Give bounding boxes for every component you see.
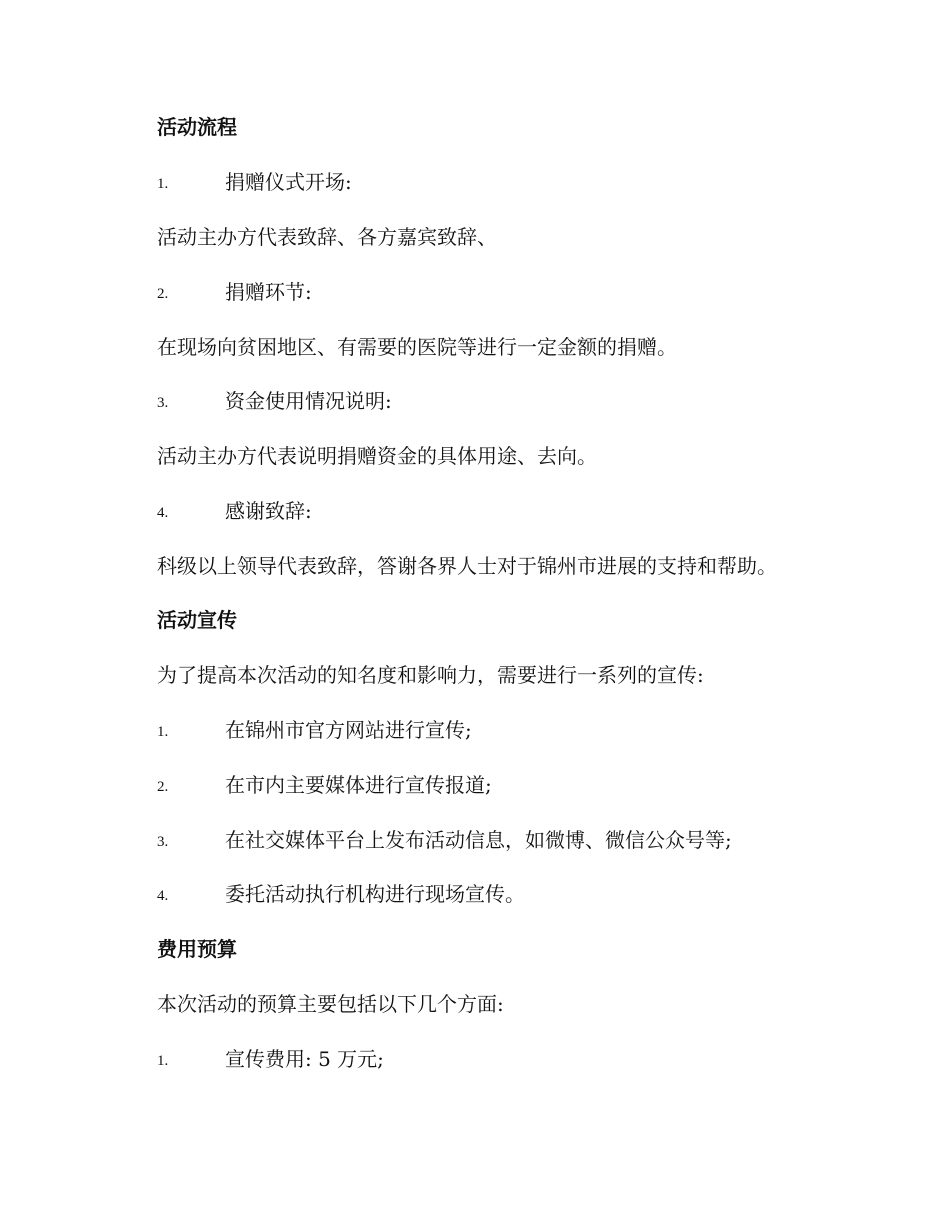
paragraph: 活动主办方代表说明捐赠资金的具体用途、去向。 — [157, 444, 597, 468]
paragraph: 科级以上领导代表致辞，答谢各界人士对于锦州市进展的支持和帮助。 — [157, 554, 777, 578]
list-item-title: 感谢致辞: — [225, 499, 312, 523]
section-heading-promotion: 活动宣传 — [157, 608, 237, 632]
paragraph: 本次活动的预算主要包括以下几个方面: — [157, 992, 504, 1016]
paragraph: 活动主办方代表致辞、各方嘉宾致辞、 — [157, 225, 497, 249]
section-heading-budget: 费用预算 — [157, 937, 237, 961]
list-item-text: 宣传费用: 5 万元; — [225, 1047, 384, 1071]
paragraph: 在现场向贫困地区、有需要的医院等进行一定金额的捐赠。 — [157, 335, 677, 359]
list-number: 1. — [157, 176, 169, 192]
list-number: 1. — [157, 724, 169, 740]
list-item-title: 捐赠环节: — [225, 280, 312, 304]
list-number: 3. — [157, 395, 169, 411]
list-item-text: 在市内主要媒体进行宣传报道; — [225, 773, 492, 797]
list-item-title: 资金使用情况说明: — [225, 389, 392, 413]
section-heading-process: 活动流程 — [157, 115, 237, 139]
list-item-text: 在社交媒体平台上发布活动信息，如微博、微信公众号等; — [225, 828, 732, 852]
list-item-title: 捐赠仪式开场: — [225, 170, 352, 194]
list-number: 4. — [157, 505, 169, 521]
list-number: 3. — [157, 834, 169, 850]
list-item-text: 在锦州市官方网站进行宣传; — [225, 718, 472, 742]
list-item-text: 委托活动执行机构进行现场宣传。 — [225, 882, 525, 906]
list-number: 2. — [157, 286, 169, 302]
paragraph: 为了提高本次活动的知名度和影响力，需要进行一系列的宣传: — [157, 663, 704, 687]
list-number: 2. — [157, 779, 169, 795]
list-number: 4. — [157, 888, 169, 904]
list-number: 1. — [157, 1053, 169, 1069]
